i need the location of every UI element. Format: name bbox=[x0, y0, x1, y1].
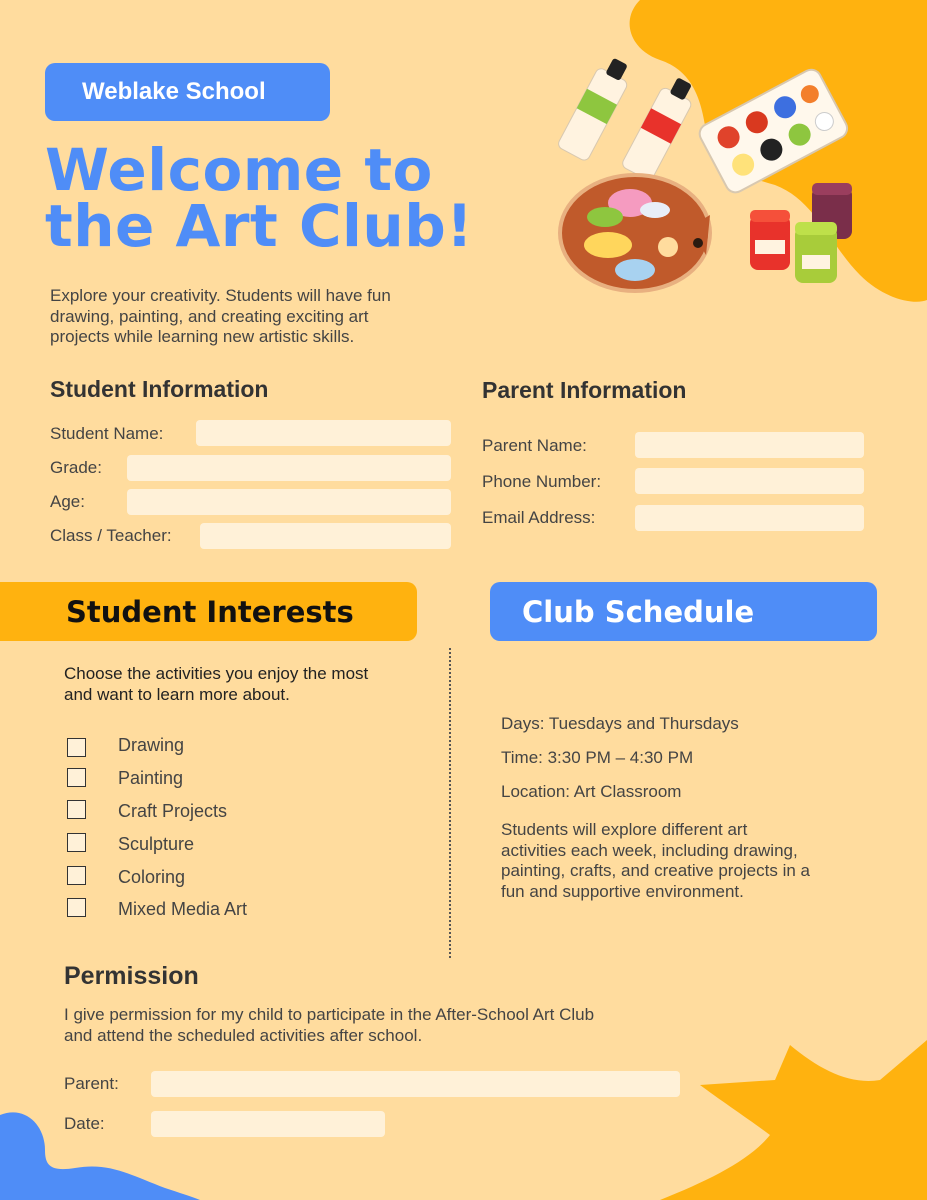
age-input[interactable] bbox=[127, 489, 451, 515]
page-title bbox=[45, 136, 525, 260]
permission-text-line-1: I give permission for my child to participate in the After-School Art Club bbox=[64, 1005, 595, 1024]
page-title-line-1: Welcome to bbox=[45, 136, 433, 204]
craft-projects-checkbox[interactable] bbox=[67, 800, 86, 819]
schedule-description-line-1: Students will explore different art bbox=[501, 820, 748, 839]
permission-parent-label: Parent: bbox=[64, 1074, 119, 1093]
interests-instructions-line-1: Choose the activities you enjoy the most bbox=[64, 664, 369, 683]
permission-parent-input[interactable] bbox=[151, 1071, 680, 1097]
permission-text-line-2: and attend the scheduled activities after school. bbox=[64, 1025, 423, 1045]
coloring-label: Coloring bbox=[118, 867, 186, 887]
class-teacher-label: Class / Teacher: bbox=[50, 526, 172, 545]
schedule-description-line-3: painting, crafts, and creative projects in a bbox=[501, 861, 810, 880]
email-address-label: Email Address: bbox=[482, 508, 596, 527]
orange-splash-bottom-right bbox=[640, 1040, 927, 1200]
schedule-days: Days: Tuesdays and Thursdays bbox=[501, 714, 739, 733]
mixed-media-art-label: Mixed Media Art bbox=[118, 899, 248, 919]
drawing-label: Drawing bbox=[118, 735, 185, 755]
permission-date-input[interactable] bbox=[151, 1111, 385, 1137]
paint-jars-icon bbox=[750, 183, 852, 283]
club-schedule-heading: Club Schedule bbox=[490, 582, 877, 641]
page-title-line-2: the Art Club! bbox=[45, 192, 474, 260]
painting-label: Painting bbox=[118, 768, 184, 788]
painting-checkbox[interactable] bbox=[67, 768, 86, 787]
art-supplies-illustration bbox=[550, 55, 860, 305]
intro-line-2: drawing, painting, and creating exciting art bbox=[50, 306, 369, 326]
mixed-media-art-checkbox[interactable] bbox=[67, 898, 86, 917]
schedule-location: Location: Art Classroom bbox=[501, 782, 682, 801]
intro-line-1: Explore your creativity. Students will have fun bbox=[50, 286, 391, 305]
interests-instructions-line-2: and want to learn more about. bbox=[64, 685, 290, 704]
schedule-description bbox=[501, 820, 810, 902]
interests-instructions bbox=[64, 663, 368, 705]
parent-info-heading: Parent Information bbox=[482, 377, 687, 403]
craft-projects-label: Craft Projects bbox=[118, 801, 228, 821]
intro-line-3: projects while learning new artistic skills. bbox=[50, 327, 355, 346]
email-address-input[interactable] bbox=[635, 505, 864, 531]
permission-date-label: Date: bbox=[64, 1114, 105, 1133]
sculpture-label: Sculpture bbox=[118, 834, 195, 854]
schedule-description-line-2: activities each week, including drawing, bbox=[501, 840, 798, 860]
student-name-label: Student Name: bbox=[50, 424, 164, 443]
coloring-checkbox[interactable] bbox=[67, 866, 86, 885]
student-info-heading: Student Information bbox=[50, 376, 269, 402]
sculpture-checkbox[interactable] bbox=[67, 833, 86, 852]
drawing-checkbox[interactable] bbox=[67, 738, 86, 757]
column-divider bbox=[449, 648, 451, 958]
grade-input[interactable] bbox=[127, 455, 451, 481]
schedule-time: Time: 3:30 PM – 4:30 PM bbox=[501, 748, 694, 767]
parent-name-input[interactable] bbox=[635, 432, 864, 458]
schedule-description-line-4: fun and supportive environment. bbox=[501, 881, 744, 901]
permission-heading: Permission bbox=[64, 962, 199, 990]
school-name-badge: Weblake School bbox=[45, 63, 330, 121]
class-teacher-input[interactable] bbox=[200, 523, 451, 549]
student-interests-heading: Student Interests bbox=[0, 582, 417, 641]
phone-number-input[interactable] bbox=[635, 468, 864, 494]
permission-text bbox=[64, 1005, 594, 1046]
intro-text bbox=[50, 286, 470, 348]
student-name-input[interactable] bbox=[196, 420, 451, 446]
age-label: Age: bbox=[50, 492, 85, 511]
watercolor-tray-icon bbox=[696, 66, 850, 196]
parent-name-label: Parent Name: bbox=[482, 436, 587, 455]
paint-palette-icon bbox=[560, 175, 710, 291]
paint-tubes-icon bbox=[557, 55, 700, 182]
grade-label: Grade: bbox=[50, 458, 102, 477]
phone-number-label: Phone Number: bbox=[482, 472, 602, 491]
